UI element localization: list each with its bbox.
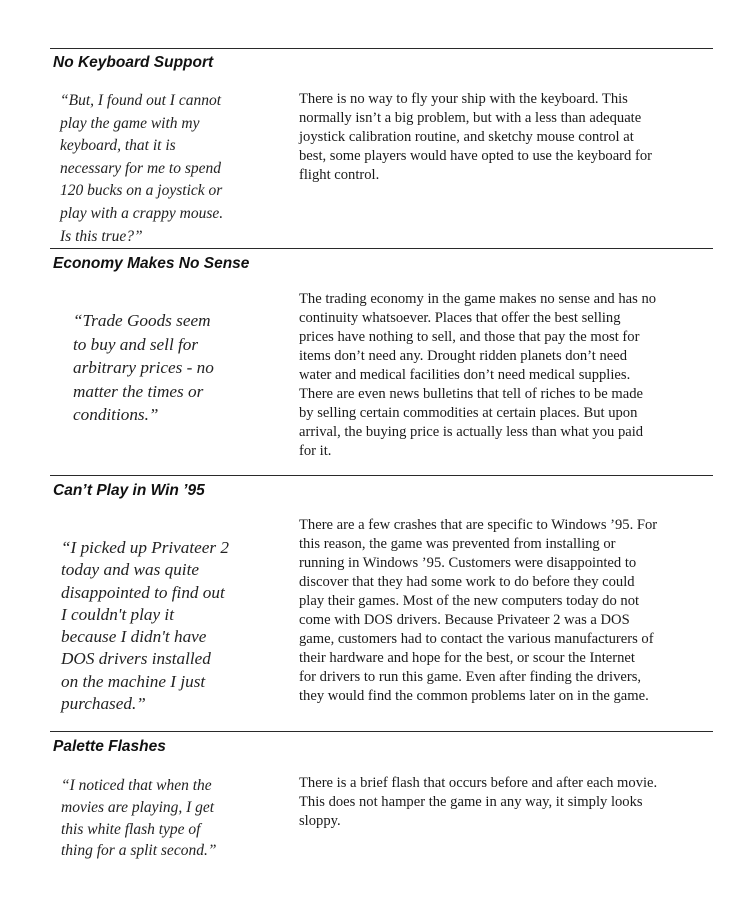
section-heading: Palette Flashes bbox=[53, 738, 166, 755]
section-heading: No Keyboard Support bbox=[53, 54, 214, 71]
section-heading: Can’t Play in Win ’95 bbox=[53, 482, 205, 499]
section-divider bbox=[50, 475, 713, 476]
customer-quote: “But, I found out I cannot play the game with my keyboard, that it is necessary for me to spend 120 bucks on a joystick or play with a crappy mouse. Is this true?” bbox=[60, 92, 224, 245]
section-body: The trading economy in the game makes no sense and has no continuity whatsoever. Places that offer the best selling prices have nothing to sell, and those that pay the most for items don’t need any. Drought ridden planets don’t need water and medical facilities don’t need medical supplies. There are even news bulletins that tell of riches to be made by selling certain commodities at certain places. But upon arrival, the buying price is actually less than what you paid for it. bbox=[299, 291, 657, 459]
customer-quote: “I picked up Privateer 2 today and was quite disappointed to find out I couldn't play it because I didn't have DOS drivers installed on the machine I just purchased.” bbox=[61, 538, 230, 714]
section-body: There is no way to fly your ship with the keyboard. This normally isn’t a big problem, but with a less than adequate joystick calibration routine, and sketchy mouse control at best, some players would have opted to use the keyboard for flight control. bbox=[299, 91, 652, 183]
section-body: There are a few crashes that are specific to Windows ’95. For this reason, the game was prevented from installing or running in Windows ’95. Customers were disappointed to discover that they had some work to do before they could play their games. Most of the new computers today do not come with DOS drivers. Because Privateer 2 was a DOS game, customers had to contact the various manufacturers of their hardware and hope for the best, or scour the Internet for drivers to run this game. Even after finding the drivers, they would find the common problems later on in the game. bbox=[299, 517, 658, 704]
section-body: There is a brief flash that occurs before and after each movie. This does not hamper the game in any way, it simply looks sloppy. bbox=[299, 775, 658, 829]
section-divider bbox=[50, 48, 713, 49]
section-divider bbox=[50, 248, 713, 249]
customer-quote: “I noticed that when the movies are playing, I get this white flash type of thing for a split second.” bbox=[61, 777, 217, 860]
section-divider bbox=[50, 731, 713, 732]
customer-quote: “Trade Goods seem to buy and sell for arbitrary prices - no matter the times or conditions.” bbox=[73, 311, 214, 424]
section-heading: Economy Makes No Sense bbox=[53, 255, 250, 272]
